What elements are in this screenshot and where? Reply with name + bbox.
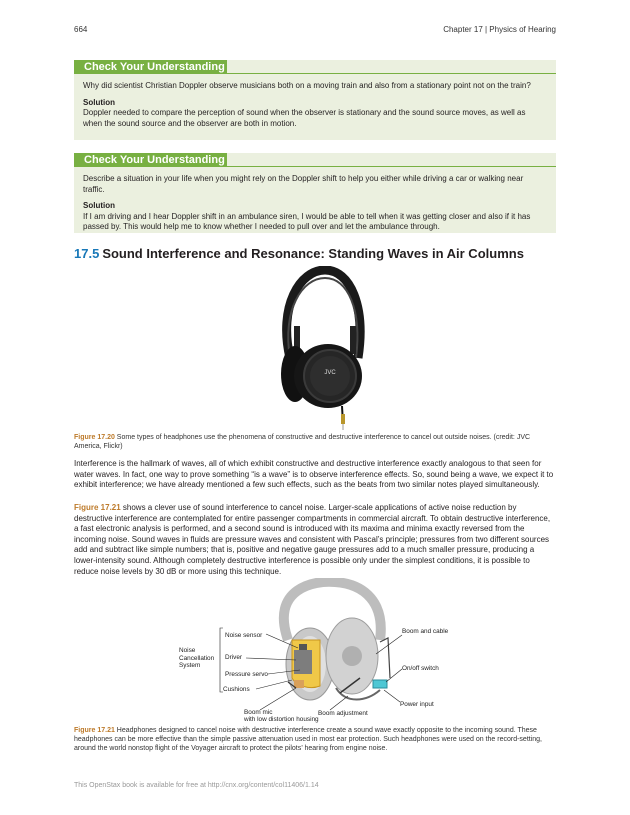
check-understanding-box-1 [74,60,556,140]
section-title: Sound Interference and Resonance: Standing Waves in Air Columns [102,246,524,261]
figure-caption-17-21 [74,726,556,753]
question-text: Describe a situation in your life when you might rely on the Doppler shift to help you either while driving a car or walking near traffic. [83,174,524,194]
figure-link[interactable]: Figure 17.21 [74,503,121,512]
label-pressure-servo: Pressure servo [225,671,268,678]
paragraph-text: shows a clever use of sound interference to cancel noise. Larger-scale applications of active noise reduction by destructive interference are contemplated for entire passenger compartments in commercial aircraft. To obtain destructive interference, a fast electronic analysis is performed, and a second sound is introduced with its maxima and minima exactly reversed from the incoming noise. Sound waves in fluids are pressure waves and consistent with Pascal’s principle; pressures from two different sources add and subtract like simple numbers; that is, positive and negative gauge pressures add to a much smaller pressure, producing a lower-intensity sound. Although completely destructive interference is possible only under the simplest conditions, it is possible to reduce noise levels by 30 dB or more using this technique. [74,503,551,576]
check-understanding-box-2 [74,153,556,233]
box-rule [74,166,556,167]
caption-text: Some types of headphones use the phenomena of constructive and destructive interference to cancel out outside noises. (credit: JVC America, Flickr) [74,434,531,450]
page-header [74,25,556,34]
figure-caption-17-20 [74,433,556,451]
label-boom-and-cable: Boom and cable [402,628,449,635]
box-title: Check Your Understanding [74,153,227,167]
figure-label: Figure 17.20 [74,434,115,441]
chapter-title: Chapter 17 | Physics of Hearing [443,25,556,34]
box-body [83,174,544,233]
solution-label: Solution [83,97,115,107]
caption-text: Headphones designed to cancel noise with destructive interference create a sound wave exactly opposite to the incoming sound. These headphones can be more effective than the simple passive attenuation used in most ear protection. Such headphones were used on the record-setting, around the world nonstop flight of the Voyager aircraft to protect the pilots’ hearing from engine noise. [74,727,543,752]
box-rule [74,73,556,74]
box-title: Check Your Understanding [74,60,227,74]
label-boom-adjustment: Boom adjustment [318,710,368,717]
label-cushions: Cushions [223,686,250,693]
label-boom-mic-sub: with low distortion housing [244,716,319,723]
page-footer: This OpenStax book is available for free at http://cnx.org/content/col11406/1.14 [74,782,319,789]
figure-label: Figure 17.21 [74,727,115,734]
solution-text: If I am driving and I hear Doppler shift in an ambulance siren, I would be able to tell when it was getting closer and also if it has passed by. This would help me to know whether I needed to pull over and let the ambulance through. [83,211,531,231]
label-power-input: Power input [400,701,434,708]
paragraph-noise-cancel [74,503,556,577]
label-boom-mic: Boom mic [244,709,273,716]
page-number: 664 [74,25,88,34]
label-noise-sensor: Noise sensor [225,632,263,639]
label-noise-cancellation-system: Noise Cancellation System [179,647,215,669]
headphones-photo [270,266,370,430]
paragraph-interference: Interference is the hallmark of waves, all of which exhibit constructive and destructive interference exactly analogous to that seen for water waves. In fact, one way to prove something “is a wave” is to observe interference effects. So, sound being a wave, we expect it to exhibit interference; we have already mentioned a few such effects, such as the beats from two similar notes played simultaneously. [74,459,554,490]
label-on-off-switch: On/off switch [402,665,439,672]
solution-label: Solution [83,201,115,210]
label-driver: Driver [225,654,243,661]
solution-text: Doppler needed to compare the perception of sound when the observer is stationary and the sound source moves, as well as when the sound source and the observer are both in motion. [83,108,526,128]
box-body [83,81,544,129]
question-text: Why did scientist Christian Doppler observe musicians both on a moving train and also from a stationary point not on the train? [83,81,531,90]
section-heading [74,246,524,261]
brand-logo: JVC [324,370,336,376]
section-number: 17.5 [74,246,100,261]
